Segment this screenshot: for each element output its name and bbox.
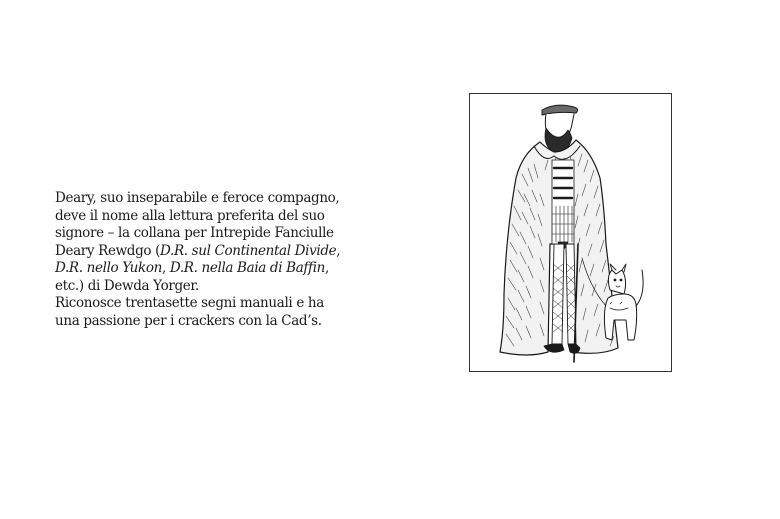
book-title-yukon: D.R. nello Yukon bbox=[55, 260, 162, 276]
text-line-2: deve il nome alla lettura preferita del suo bbox=[55, 207, 325, 224]
book-title-continental-divide: D.R. sul Continental Divide bbox=[160, 242, 337, 259]
book-title-baffin: D.R. nella Baia di Baffin bbox=[169, 260, 326, 276]
text-line-5 bbox=[55, 260, 329, 278]
tartan-kilt-icon bbox=[552, 160, 574, 244]
text-line-1: Deary, suo inseparabile e feroce compagno, bbox=[55, 190, 340, 206]
dog-icon bbox=[604, 264, 643, 340]
text-line-4-roman: Deary Rewdgo ( bbox=[55, 242, 161, 259]
text-line-5-separator: , bbox=[161, 260, 170, 276]
text-line-4-comma: , bbox=[336, 242, 341, 259]
text-line-3: signore – la collana per Intrepide Fanciulle bbox=[55, 225, 334, 241]
text-line-7: Riconosce trentasette segni manuali e ha bbox=[55, 295, 324, 311]
text-line-6: etc.) di Dewda Yorger. bbox=[55, 277, 199, 294]
text-line-4 bbox=[55, 242, 341, 261]
text-line-5-comma: , bbox=[325, 260, 329, 276]
body-paragraph bbox=[55, 190, 341, 330]
text-line-8: una passione per i crackers con la Cad’s. bbox=[55, 312, 322, 329]
illustration-frame bbox=[469, 93, 672, 372]
cap-icon bbox=[542, 105, 578, 115]
man-with-dog-illustration bbox=[470, 94, 671, 371]
left-leg-icon bbox=[552, 244, 564, 344]
